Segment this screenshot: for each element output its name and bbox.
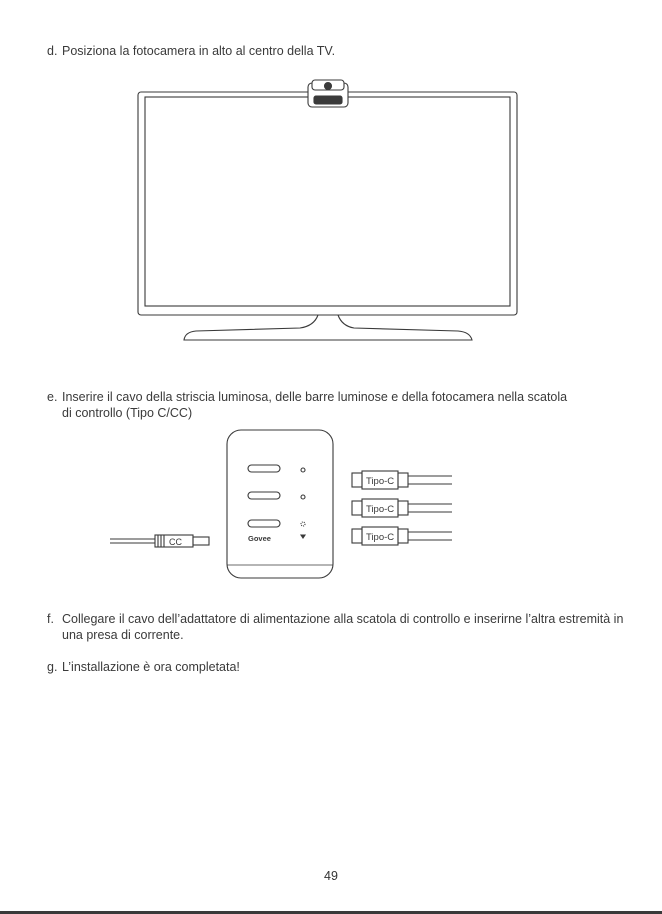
power-icon: [301, 468, 305, 472]
control-box: [227, 430, 333, 578]
step-e-line-2: di controllo (Tipo C/CC): [62, 406, 193, 420]
usb-c-label-1: Tipo-C: [366, 476, 395, 487]
step-d-text: Posiziona la fotocamera in alto al centro della TV.: [62, 44, 336, 58]
dc-connector-tip: [193, 537, 209, 545]
step-f-text: [62, 611, 623, 643]
step-g-letter: g.: [47, 660, 58, 674]
step-d-letter: d.: [47, 44, 58, 58]
dc-connector-label: CC: [169, 537, 182, 547]
usb-c-label-3: Tipo-C: [366, 532, 395, 543]
usb-c-label-2: Tipo-C: [366, 504, 395, 515]
mode-icon: [301, 495, 305, 499]
step-g-text: L’installazione è ora completata!: [62, 660, 240, 674]
brightness-icon: [301, 522, 305, 526]
step-e-letter: e.: [47, 390, 58, 404]
usb-c-port-3: [248, 520, 280, 527]
usb-c-port-1: [248, 465, 280, 472]
step-f-line-1: Collegare il cavo dell’adattatore di alimentazione alla scatola di controllo e inserirne l’altra estremità in: [62, 612, 624, 626]
page-number: 49: [324, 869, 338, 883]
control-box-brand: Govee: [248, 534, 271, 543]
step-f-line-2: una presa di corrente.: [62, 628, 184, 642]
arrow-down-icon: [301, 535, 305, 538]
usb-c-port-2: [248, 492, 280, 499]
step-f-letter: f.: [47, 612, 54, 626]
step-e-line-1: Inserire il cavo della striscia luminosa, delle barre luminose e della fotocamera nella scatola: [62, 390, 568, 404]
